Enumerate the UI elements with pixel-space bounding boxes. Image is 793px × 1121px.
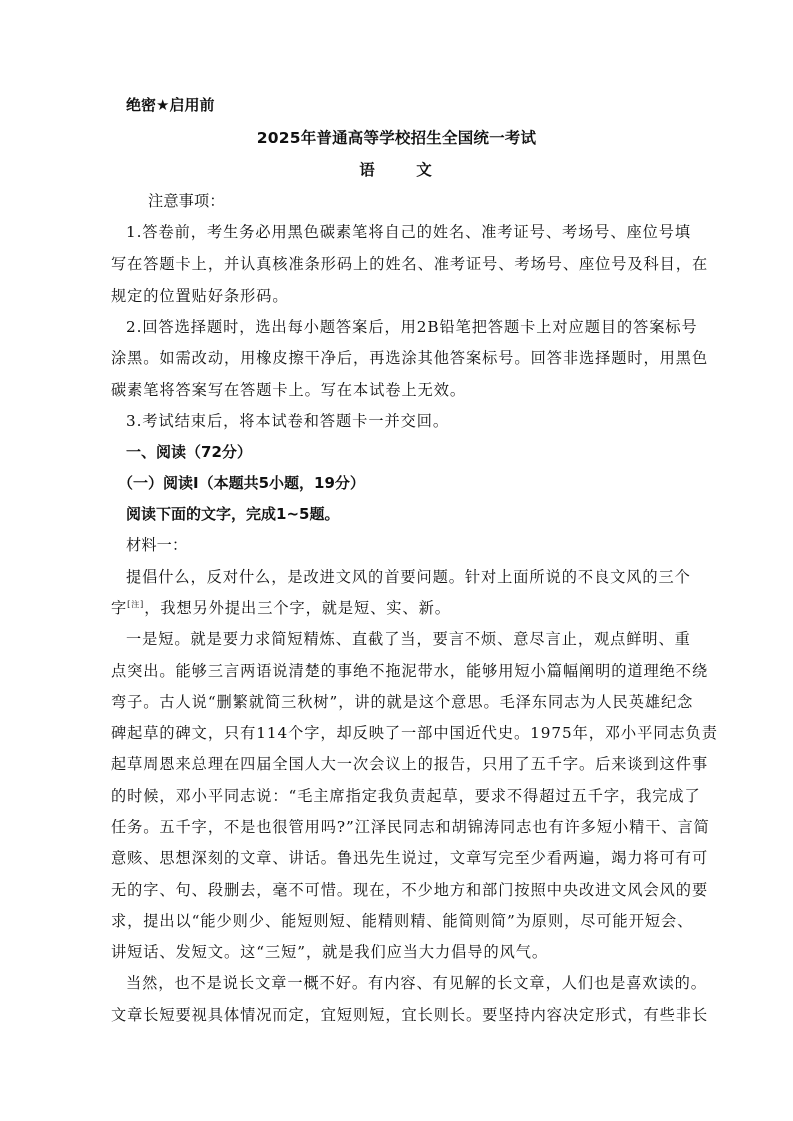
passage-line: 碑起草的碑文，只有114个字，却反映了一部中国近代史。1975年，邓小平同志负责	[111, 724, 718, 742]
notice-line: 写在答题卡上，并认真核准条形码上的姓名、准考证号、考场号、座位号及科目，在	[111, 255, 709, 273]
passage-line: 意赅、思想深刻的文章、讲话。鲁迅先生说过，文章写完至少看两遍，竭力将可有可	[111, 849, 709, 867]
exam-title: 2025年普通高等学校招生全国统一考试	[256, 129, 537, 147]
passage-line: 当然，也不是说长文章一概不好。有内容、有见解的长文章，人们也是喜欢读的。	[126, 974, 707, 992]
passage-line: 任务。五千字，不是也很管用吗?”江泽民同志和胡锦涛同志也有许多短小精干、言简	[111, 818, 710, 836]
passage-line: 讲短话、发短文。这“三短”，就是我们应当大力倡导的风气。	[111, 943, 549, 961]
subject-title: 语 文	[359, 161, 450, 179]
passage-line-with-note	[111, 598, 793, 618]
notice-line: 碳素笔将答案写在答题卡上。写在本试卷上无效。	[111, 381, 467, 399]
section-heading: 一、阅读（72分）	[126, 443, 252, 461]
notice-heading: 注意事项：	[148, 192, 225, 210]
passage-line: 无的字、句、段删去，毫不可惜。现在，不少地方和部门按照中央改进文风会风的要	[111, 881, 709, 899]
notice-line: 2.回答选择题时，选出每小题答案后，用2B铅笔把答题卡上对应题目的答案标号	[126, 318, 698, 336]
section-instruction: 阅读下面的文字，完成1~5题。	[126, 505, 340, 523]
notice-line: 涂黑。如需改动，用橡皮擦干净后，再选涂其他答案标号。回答非选择题时，用黑色	[111, 349, 709, 367]
passage-line: 点突出。能够三言两语说清楚的事绝不拖泥带水，能够用短小篇幅阐明的道理绝不绕	[111, 662, 709, 680]
footnote-marker: [注]	[127, 599, 145, 609]
passage-line: 起草周恩来总理在四届全国人大一次会议上的报告，只用了五千字。后来谈到这件事	[111, 755, 709, 773]
passage-text: ，我想另外提出三个字，就是短、实、新。	[144, 599, 451, 617]
passage-line: 文章长短要视具体情况而定，宜短则短，宜长则长。要坚持内容决定形式，有些非长	[111, 1006, 709, 1024]
passage-line: 求，提出以“能少则少、能短则短、能精则精、能简则简”为原则，尽可能开短会、	[111, 912, 694, 930]
notice-line: 3.考试结束后，将本试卷和答题卡一并交回。	[126, 412, 450, 430]
passage-line: 弯子。古人说“删繁就简三秋树”，讲的就是这个意思。毛泽东同志为人民英雄纪念	[111, 693, 694, 711]
section-subheading: （一）阅读Ⅰ（本题共5小题，19分）	[118, 474, 365, 492]
passage-line: 提倡什么，反对什么，是改进文风的首要问题。针对上面所说的不良文风的三个	[126, 568, 691, 586]
passage-line: 的时候，邓小平同志说：“毛主席指定我负责起草，要求不得超过五千字，我完成了	[111, 787, 701, 805]
notice-line: 1.答卷前，考生务必用黑色碳素笔将自己的姓名、准考证号、考场号、座位号填	[126, 223, 692, 241]
material-label: 材料一：	[126, 536, 188, 554]
passage-text: 字	[111, 599, 128, 617]
secret-mark: 绝密★启用前	[126, 96, 215, 114]
passage-line: 一是短。就是要力求简短精炼、直截了当，要言不烦、意尽言止，观点鲜明、重	[126, 630, 691, 648]
notice-line: 规定的位置贴好条形码。	[111, 287, 289, 305]
